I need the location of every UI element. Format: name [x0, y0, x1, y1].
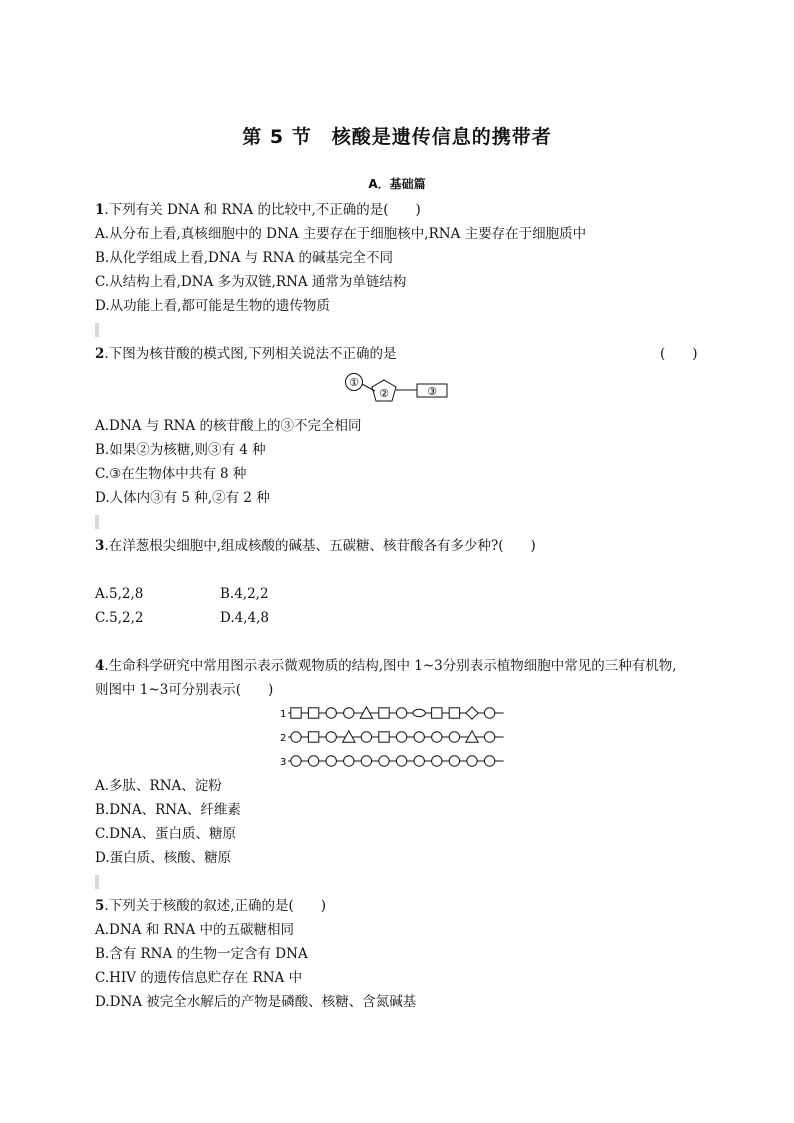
- chain-label: 1: [280, 709, 287, 720]
- question-4-option-a: A.多肽、RNA、淀粉: [95, 778, 222, 794]
- monomer-circle: [326, 732, 336, 742]
- question-2-option-b: B.如果②为核糖,则③有 4 种: [95, 442, 266, 458]
- question-4-option-d: D.蛋白质、核酸、糖原: [95, 850, 232, 866]
- monomer-circle: [467, 756, 477, 766]
- answer-space-marker: [95, 875, 99, 889]
- question-3-text: .在洋葱根尖细胞中,组成核酸的碱基、五碳糖、核苷酸各有多少种?( ): [104, 538, 536, 554]
- question-2-number: 2: [95, 346, 105, 362]
- monomer-circle: [291, 756, 301, 766]
- question-2-option-d: D.人体内③有 5 种,②有 2 种: [95, 490, 270, 506]
- question-4-option-b: B.DNA、RNA、纤维素: [95, 802, 241, 818]
- monomer-square: [449, 708, 459, 718]
- monomer-square: [308, 708, 318, 718]
- diagram-label-2: ②: [379, 387, 389, 400]
- question-4-option-c: C.DNA、蛋白质、糖原: [95, 826, 237, 842]
- question-5-option-b: B.含有 RNA 的生物一定含有 DNA: [95, 946, 308, 962]
- question-2-text: .下图为核苷酸的模式图,下列相关说法不正确的是: [104, 346, 397, 362]
- question-1-option-a: A.从分布上看,真核细胞中的 DNA 主要存在于细胞核中,RNA 主要存在于细胞质中: [95, 226, 587, 242]
- monomer-circle: [484, 708, 494, 718]
- question-5-stem: [95, 896, 326, 916]
- monomer-circle: [396, 708, 406, 718]
- question-1-option-d: D.从功能上看,都可能是生物的遗传物质: [95, 298, 330, 314]
- monomer-circle: [291, 732, 301, 742]
- monomer-circle: [344, 708, 354, 718]
- chain-label: 2: [280, 733, 287, 744]
- question-5-number: 5: [95, 898, 105, 914]
- nucleotide-diagram: [340, 370, 455, 410]
- monomer-square: [291, 708, 301, 718]
- answer-space-marker: [95, 515, 99, 529]
- monomer-circle: [344, 756, 354, 766]
- page-title: 第 5 节 核酸是遗传信息的携带者: [242, 126, 552, 148]
- monomer-circle: [449, 732, 459, 742]
- section-title: A．基础篇: [368, 177, 426, 191]
- question-5-option-d: D.DNA 被完全水解后的产物是磷酸、核糖、含氮碱基: [95, 994, 417, 1010]
- question-2-stem: [95, 344, 397, 364]
- monomer-square: [432, 708, 442, 718]
- monomer-circle: [432, 732, 442, 742]
- diagram-label-1: ①: [349, 376, 359, 389]
- monomer-circle: [414, 756, 424, 766]
- chain-label: 3: [280, 757, 287, 768]
- monomer-ellipse: [413, 709, 425, 716]
- monomer-square: [308, 732, 318, 742]
- monomer-circle: [432, 756, 442, 766]
- question-4-stem: [95, 656, 677, 676]
- monomer-circle: [396, 756, 406, 766]
- question-2-option-c: C.③在生物体中共有 8 种: [95, 466, 247, 482]
- question-3-option-d: D.4,4,8: [220, 610, 269, 626]
- question-4-stem-continued: 则图中 1~3可分别表示( ): [95, 682, 274, 698]
- molecule-chain-diagram: [278, 702, 518, 774]
- question-3-option-b: B.4,2,2: [220, 586, 269, 602]
- answer-bracket: ( ): [660, 346, 698, 362]
- monomer-square: [379, 732, 389, 742]
- monomer-circle: [361, 732, 371, 742]
- monomer-circle: [361, 756, 371, 766]
- diagram-label-3: ③: [427, 385, 437, 398]
- question-4-number: 4: [95, 658, 105, 674]
- monomer-diamond: [466, 707, 478, 719]
- monomer-circle: [308, 756, 318, 766]
- question-1-text: .下列有关 DNA 和 RNA 的比较中,不正确的是( ): [104, 202, 421, 218]
- monomer-circle: [484, 732, 494, 742]
- question-1-option-c: C.从结构上看,DNA 多为双链,RNA 通常为单链结构: [95, 274, 407, 290]
- monomer-circle: [449, 756, 459, 766]
- question-4-text: .生命科学研究中常用图示表示微观物质的结构,图中 1~3分别表示植物细胞中常见的三种有机物,: [104, 658, 677, 674]
- answer-space-marker: [95, 323, 99, 337]
- question-2-option-a: A.DNA 与 RNA 的核苷酸上的③不完全相同: [95, 418, 362, 434]
- question-1-stem: [95, 200, 421, 220]
- question-1-option-b: B.从化学组成上看,DNA 与 RNA 的碱基完全不同: [95, 250, 393, 266]
- question-3-stem: [95, 536, 536, 556]
- monomer-circle: [379, 756, 389, 766]
- monomer-square: [379, 708, 389, 718]
- question-3-option-a: A.5,2,8: [95, 586, 144, 602]
- question-5-option-c: C.HIV 的遗传信息贮存在 RNA 中: [95, 970, 303, 986]
- monomer-circle: [326, 756, 336, 766]
- question-5-text: .下列关于核酸的叙述,正确的是( ): [104, 898, 327, 914]
- question-3-number: 3: [95, 538, 105, 554]
- question-5-option-a: A.DNA 和 RNA 中的五碳糖相同: [95, 922, 295, 938]
- monomer-circle: [326, 708, 336, 718]
- question-1-number: 1: [95, 202, 105, 218]
- monomer-circle: [484, 756, 494, 766]
- monomer-circle: [414, 732, 424, 742]
- question-3-option-c: C.5,2,2: [95, 610, 144, 626]
- monomer-circle: [396, 732, 406, 742]
